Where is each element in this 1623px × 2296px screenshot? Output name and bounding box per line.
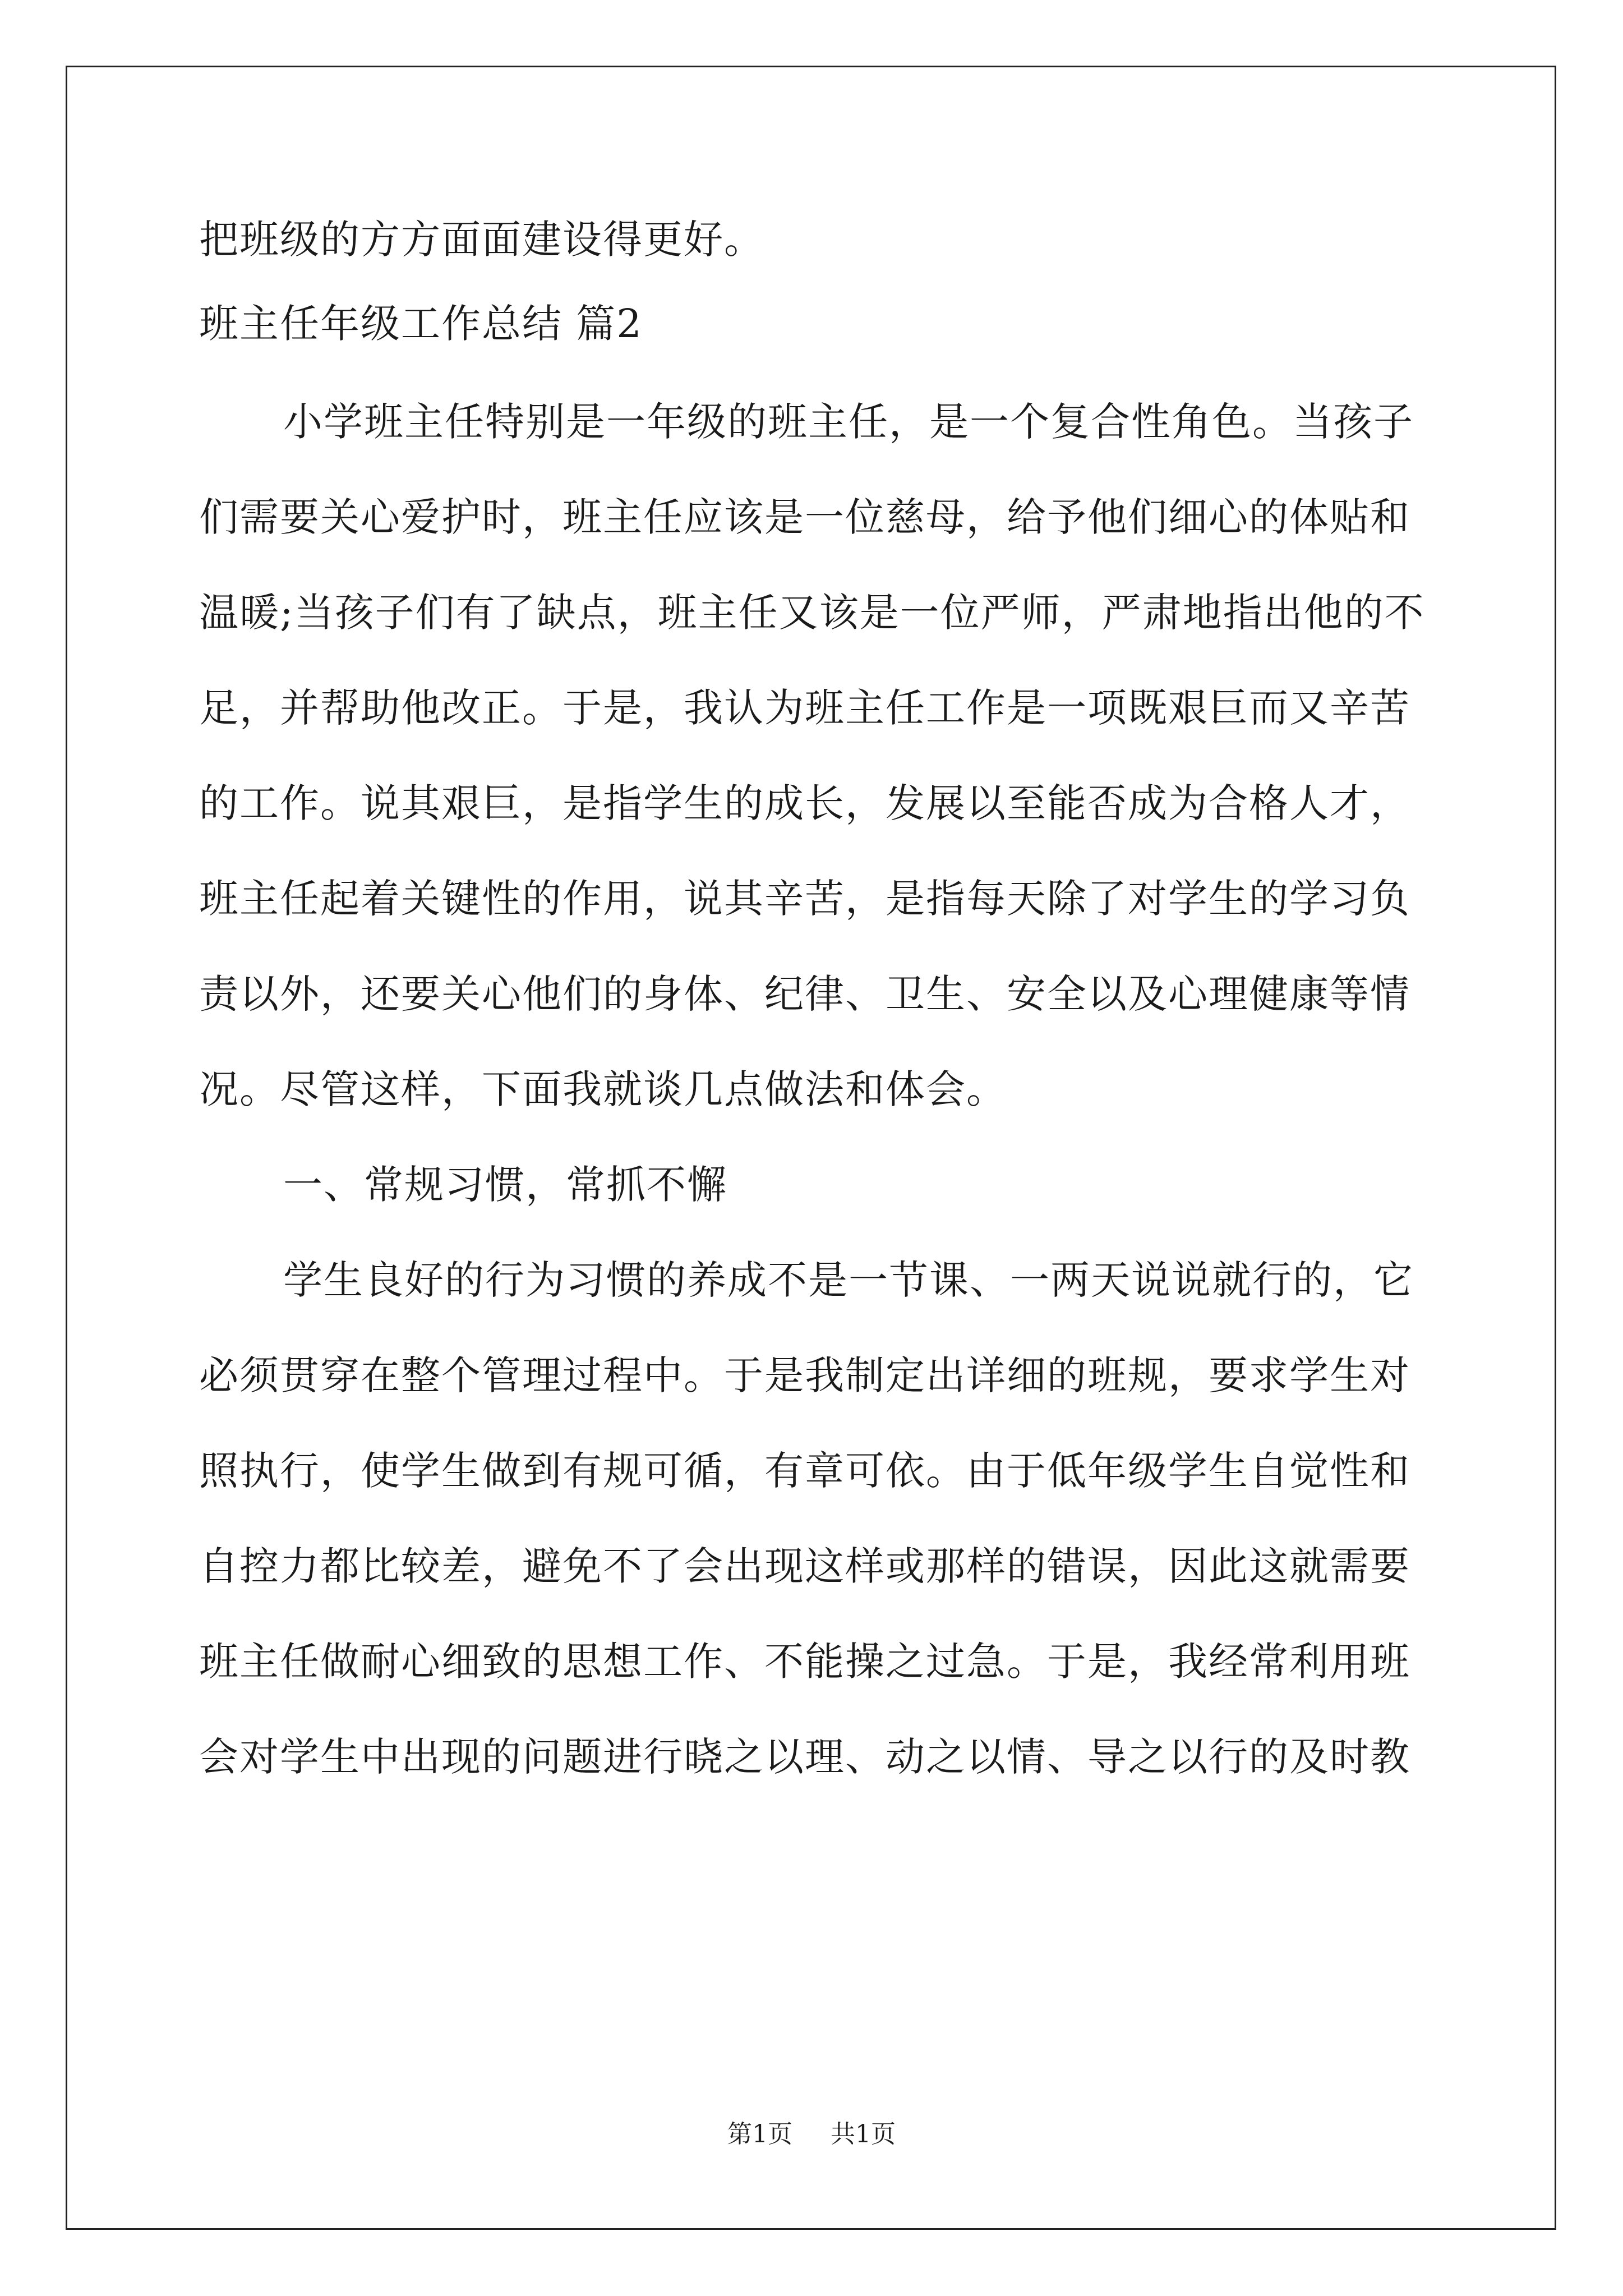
text-line: 温暖;当孩子们有了缺点，班主任又该是一位严师，严肃地指出他的不: [199, 590, 1425, 636]
text-line: 班主任起着关键性的作用，说其辛苦，是指每天除了对学生的学习负: [199, 876, 1410, 922]
subheading: 一、常规习惯，常抓不懈: [283, 1162, 727, 1208]
text-line: 责以外，还要关心他们的身体、纪律、卫生、安全以及心理健康等情: [199, 971, 1410, 1017]
text-line: 照执行，使学生做到有规可循，有章可依。由于低年级学生自觉性和: [199, 1448, 1410, 1494]
text-line: 学生良好的行为习惯的养成不是一节课、一两天说说就行的，它: [283, 1257, 1414, 1303]
section-heading: 班主任年级工作总结 篇2: [199, 301, 643, 347]
text-line: 的工作。说其艰巨，是指学生的成长，发展以至能否成为合格人才，: [199, 780, 1410, 826]
page-number: 第1页: [727, 2120, 792, 2148]
text-line: 会对学生中出现的问题进行晓之以理、动之以情、导之以行的及时教: [199, 1734, 1410, 1780]
text-line: 小学班主任特别是一年级的班主任，是一个复合性角色。当孩子: [283, 399, 1414, 445]
text-line: 必须贯穿在整个管理过程中。于是我制定出详细的班规，要求学生对: [199, 1352, 1410, 1398]
text-line: 班主任做耐心细致的思想工作、不能操之过急。于是，我经常利用班: [199, 1639, 1410, 1685]
text-line: 把班级的方方面面建设得更好。: [199, 217, 764, 263]
page-border: [66, 66, 1556, 2230]
text-line: 自控力都比较差，避免不了会出现这样或那样的错误，因此这就需要: [199, 1543, 1410, 1589]
text-line: 况。尽管这样，下面我就谈几点做法和体会。: [199, 1066, 1007, 1112]
text-line: 们需要关心爱护时，班主任应该是一位慈母，给予他们细心的体贴和: [199, 494, 1410, 540]
page-footer: [0, 2122, 1623, 2147]
text-line: 足，并帮助他改正。于是，我认为班主任工作是一项既艰巨而又辛苦: [199, 685, 1410, 731]
page-total: 共1页: [831, 2120, 896, 2148]
